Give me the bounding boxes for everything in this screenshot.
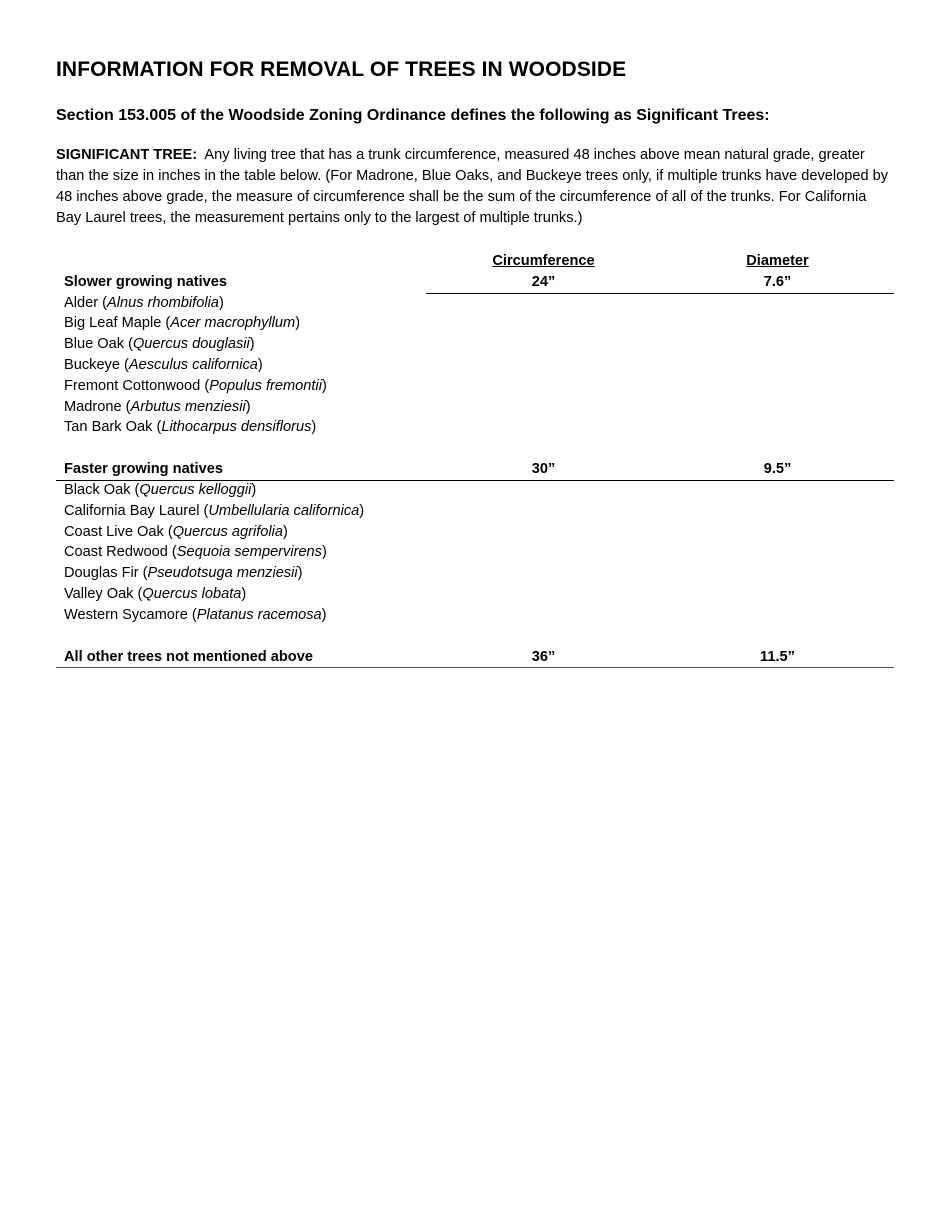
definition-text: Any living tree that has a trunk circumference, measured 48 inches above mean natural grade, greater than the size in inches in the table below. (For Madrone, Blue Oaks, and Buckeye trees only, if multiple trunks have developed by 48 inches above grade, the measure of circumference shall be the sum of the circumference of all of the trunks. For California Bay Laurel trees, the measurement pertains only to the largest of multiple trunks.)	[56, 147, 889, 226]
diameter-header: Diameter	[746, 253, 809, 269]
tree-name: Tan Bark Oak (Lithocarpus densiflorus)	[64, 419, 317, 436]
group-row-other	[56, 647, 894, 668]
group-circumference: 24”	[531, 273, 556, 290]
tree-name: California Bay Laurel (Umbellularia californica)	[64, 502, 365, 519]
group-circumference: 30”	[531, 461, 556, 478]
tree-name: Big Leaf Maple (Acer macrophyllum)	[64, 315, 301, 332]
group-row-faster	[56, 459, 894, 480]
tree-row	[56, 293, 894, 314]
tree-row	[56, 584, 894, 605]
group-diameter: 11.5”	[760, 648, 795, 665]
table-header-row	[56, 251, 894, 272]
definition-paragraph	[56, 145, 894, 229]
tree-row	[56, 417, 894, 438]
tree-row	[56, 605, 894, 626]
group-diameter: 9.5”	[763, 461, 792, 478]
definition-term: SIGNIFICANT TREE:	[56, 147, 198, 163]
group-spacer	[56, 626, 894, 647]
tree-row	[56, 397, 894, 418]
tree-name: Buckeye (Aesculus californica)	[64, 356, 263, 373]
document-title: INFORMATION FOR REMOVAL OF TREES IN WOODSIDE	[56, 58, 627, 81]
tree-row	[56, 355, 894, 376]
tree-row	[56, 542, 894, 563]
tree-name: Alder (Alnus rhombifolia)	[64, 294, 224, 311]
tree-row	[56, 563, 894, 584]
tree-row	[56, 501, 894, 522]
tree-name: Madrone (Arbutus menziesii)	[64, 398, 251, 415]
document-subtitle: Section 153.005 of the Woodside Zoning Ordinance defines the following as Significant Trees:	[56, 107, 770, 124]
circumference-header: Circumference	[492, 253, 595, 269]
group-row-slower	[56, 272, 894, 293]
tree-name: Valley Oak (Quercus lobata)	[64, 585, 247, 602]
tree-row	[56, 522, 894, 543]
document-page	[56, 58, 894, 667]
tree-row	[56, 376, 894, 397]
tree-name: Black Oak (Quercus kelloggii)	[64, 481, 257, 498]
group-name: All other trees not mentioned above	[64, 648, 313, 665]
tree-name: Fremont Cottonwood (Populus fremontii)	[64, 377, 327, 394]
tree-name: Blue Oak (Quercus douglasii)	[64, 336, 255, 353]
group-name: Slower growing natives	[64, 273, 227, 290]
group-name: Faster growing natives	[64, 461, 223, 478]
tree-row	[56, 313, 894, 334]
tree-name: Western Sycamore (Platanus racemosa)	[64, 606, 327, 623]
tree-row	[56, 480, 894, 501]
group-circumference: 36”	[531, 648, 556, 665]
tree-row	[56, 334, 894, 355]
significant-trees-table	[56, 251, 894, 667]
tree-name: Douglas Fir (Pseudotsuga menziesii)	[64, 565, 303, 582]
group-underline	[56, 667, 894, 668]
tree-name: Coast Redwood (Sequoia sempervirens)	[64, 544, 327, 561]
tree-name: Coast Live Oak (Quercus agrifolia)	[64, 523, 288, 540]
group-spacer	[56, 438, 894, 459]
group-diameter: 7.6”	[763, 273, 792, 290]
